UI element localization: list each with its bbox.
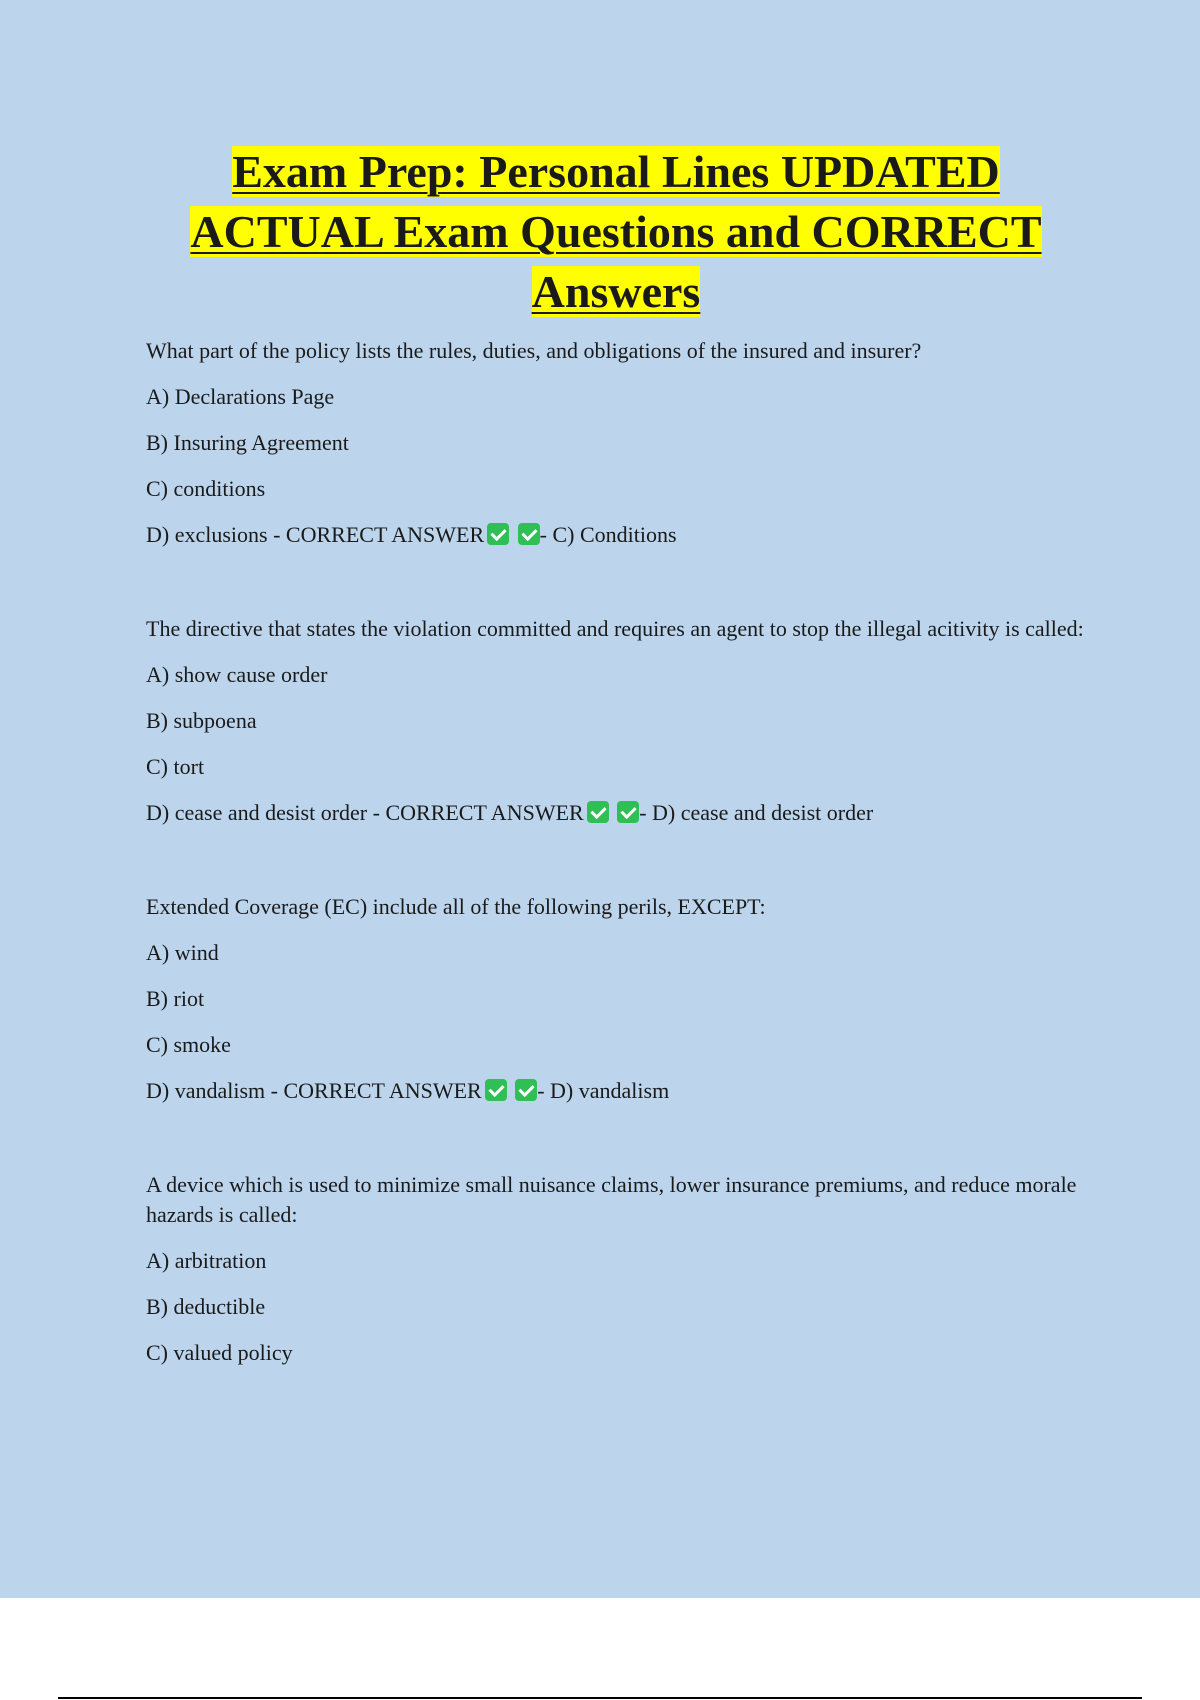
title-line-3: Answers [531,266,701,317]
option-d: D) cease and desist order - CORRECT ANSWER [146,800,584,825]
option-c: C) conditions [146,476,266,501]
option-d-with-answer [146,520,1086,550]
option-d-with-answer [146,798,1086,828]
title-line-2: ACTUAL Exam Questions and CORRECT [190,206,1042,257]
question-text: The directive that states the violation committed and requires an agent to stop the illegal acitivity is called: [146,616,1084,641]
option-a: A) Declarations Page [146,384,335,409]
question-2 [146,614,1086,828]
option-d: D) exclusions - CORRECT ANSWER [146,522,485,547]
option-b: B) subpoena [146,708,257,733]
option-c: C) smoke [146,1032,231,1057]
correct-answer: - D) cease and desist order [639,800,874,825]
correct-answer: - D) vandalism [537,1078,670,1103]
option-c: C) valued policy [146,1340,293,1365]
check-box-icon [487,523,509,545]
title-line-1: Exam Prep: Personal Lines UPDATED [232,146,1000,197]
option-a: A) arbitration [146,1248,267,1273]
check-box-icon [587,801,609,823]
document-body [146,142,1086,1384]
option-b: B) deductible [146,1294,266,1319]
footer-divider [58,1697,1142,1699]
check-box-icon [518,523,540,545]
question-1 [146,336,1086,550]
check-box-icon [515,1079,537,1101]
option-d-with-answer [146,1076,1086,1106]
correct-answer: - C) Conditions [539,522,677,547]
check-box-icon [617,801,639,823]
check-box-icon [485,1079,507,1101]
question-text: A device which is used to minimize small nuisance claims, lower insurance premiums, and reduce morale hazards is called: [146,1172,1077,1227]
document-title [146,142,1086,322]
option-a: A) wind [146,940,219,965]
question-text: What part of the policy lists the rules, duties, and obligations of the insured and insurer? [146,338,922,363]
option-b: B) riot [146,986,205,1011]
option-a: A) show cause order [146,662,328,687]
question-3 [146,892,1086,1106]
option-d: D) vandalism - CORRECT ANSWER [146,1078,482,1103]
option-b: B) Insuring Agreement [146,430,349,455]
option-c: C) tort [146,754,205,779]
question-4 [146,1170,1086,1368]
question-text: Extended Coverage (EC) include all of the following perils, EXCEPT: [146,894,766,919]
